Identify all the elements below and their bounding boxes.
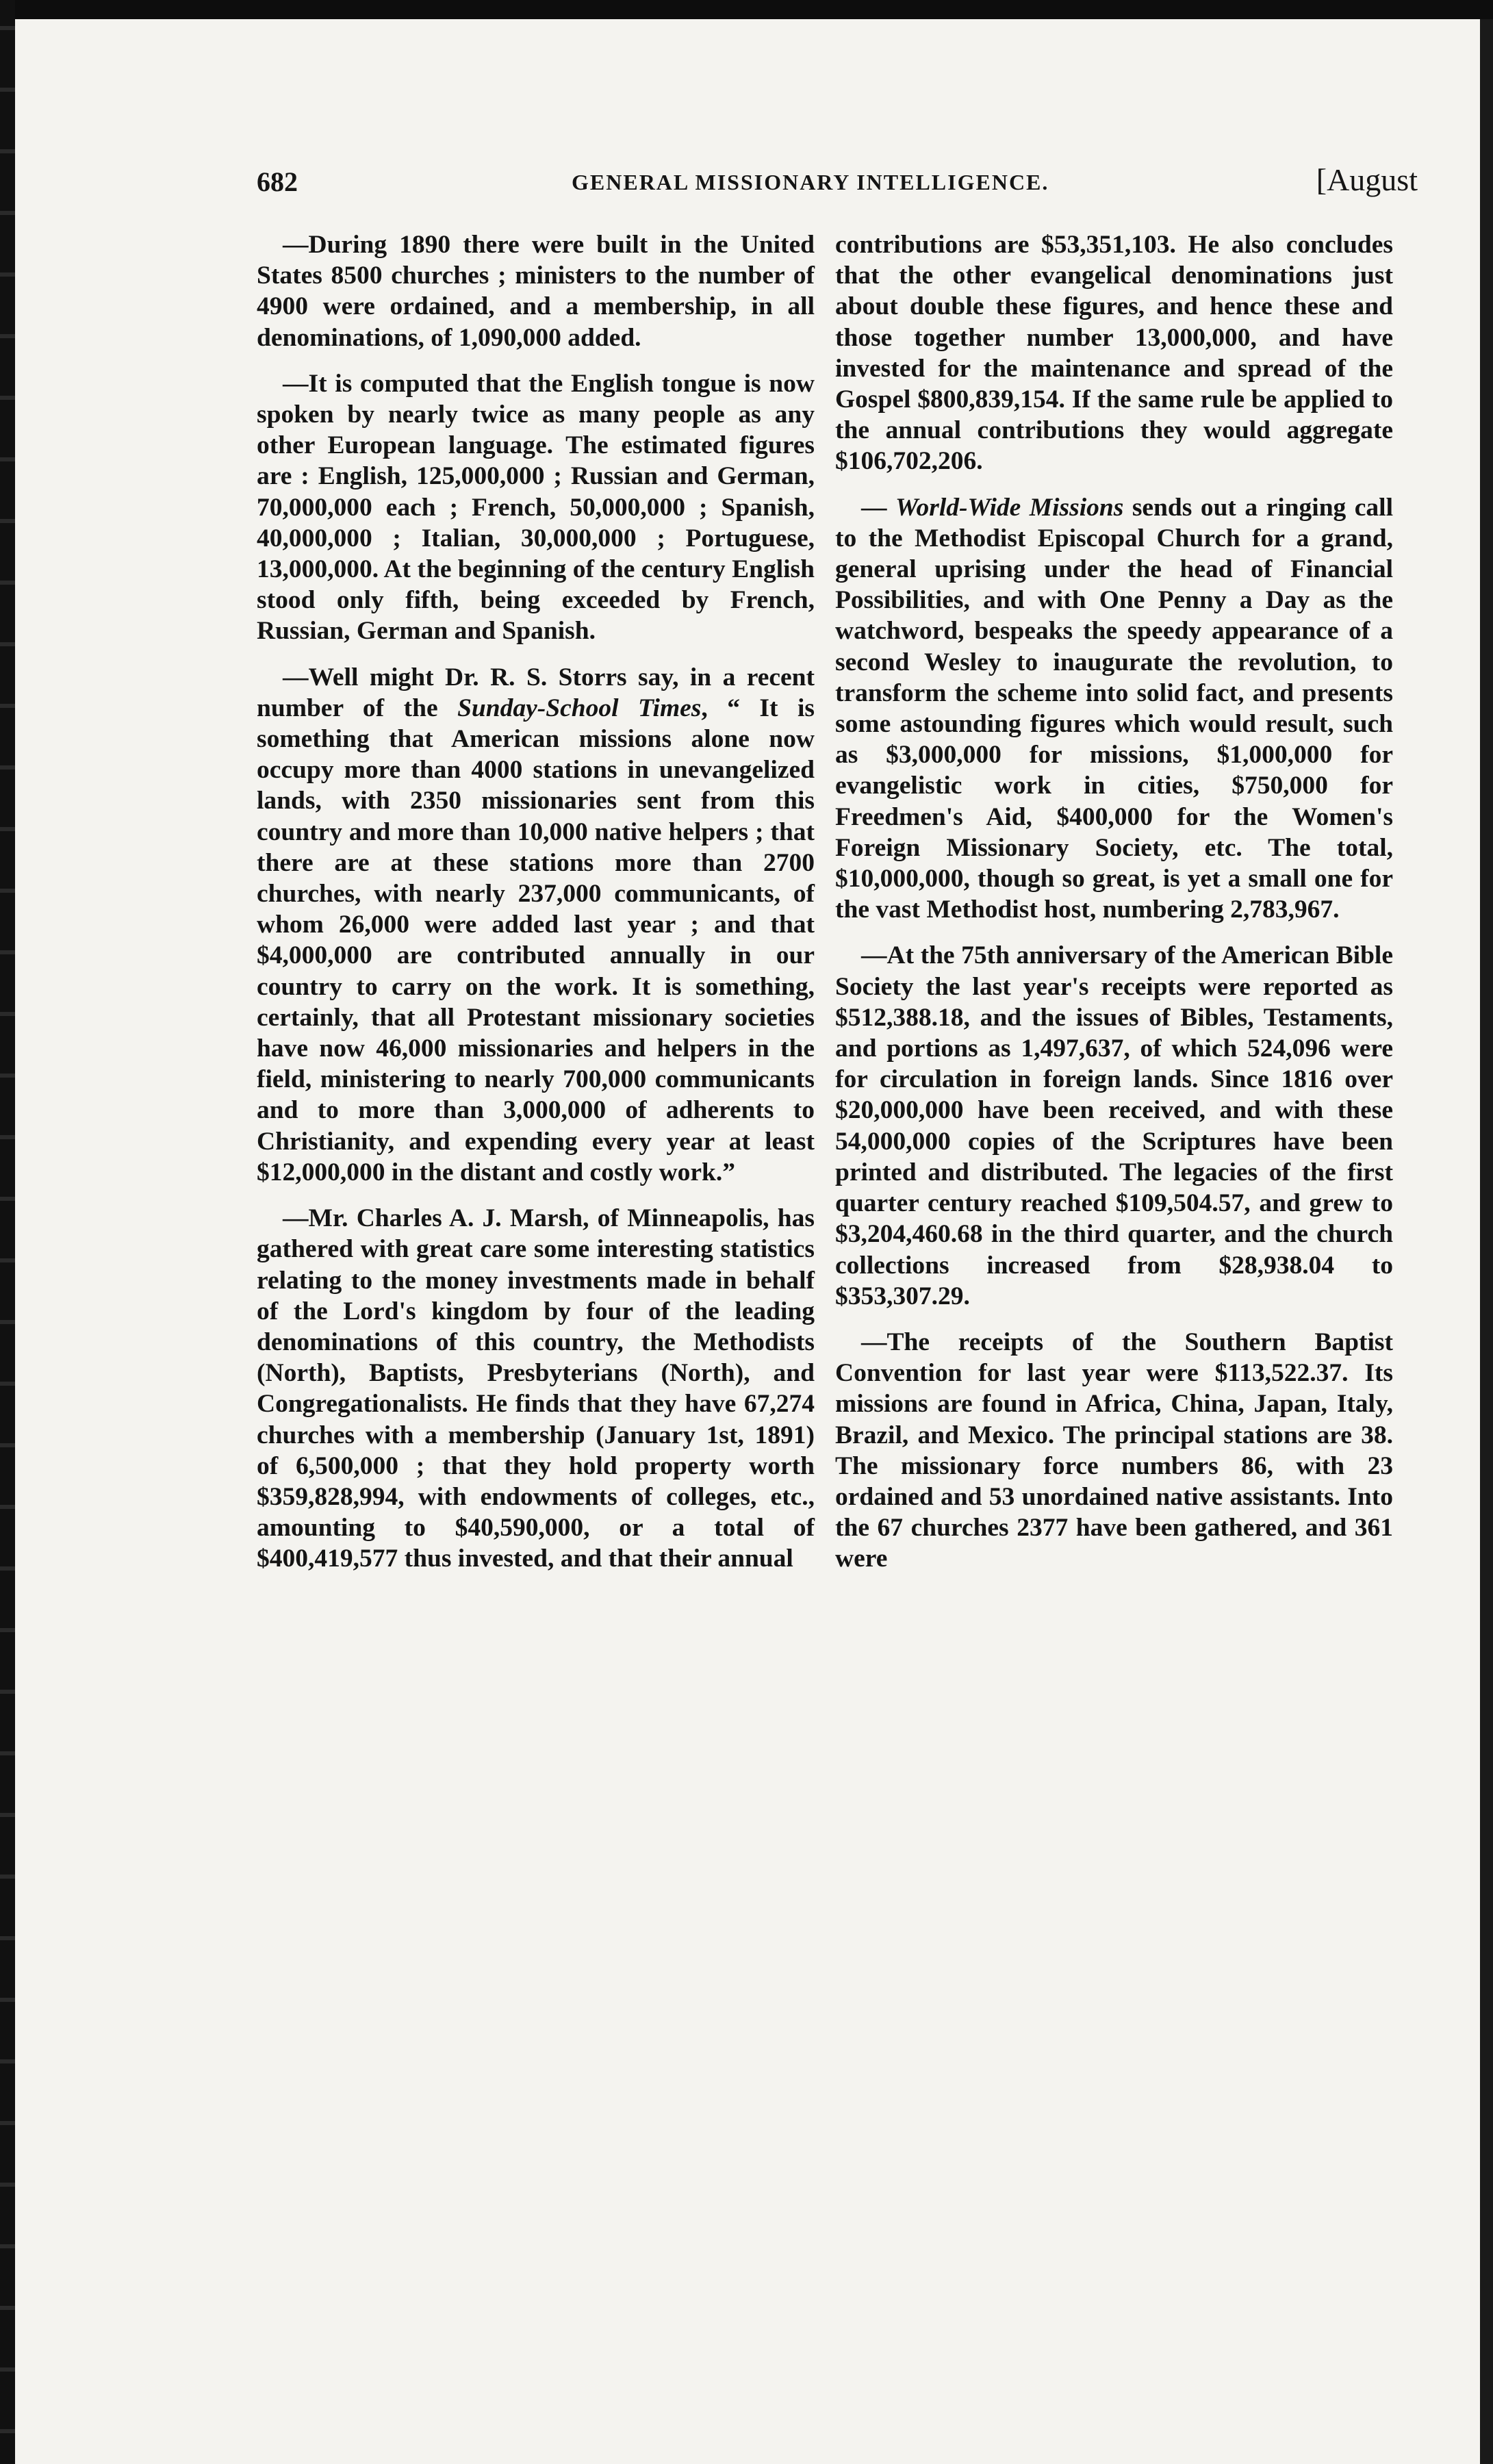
- scan-left-edge: [0, 0, 15, 2464]
- paragraph-text: —: [861, 493, 895, 522]
- paragraph-english-tongue: —It is computed that the English tongue is now spoken by nearly twice as many people as any other European language. The estimated figures are : English, 125,000,000 ; Russian and German, 70,000,000 each ; French, 50,000,000 ; Spanish, 40,000,000 ; Italian, 30,000,000 ; Portuguese, 13,000,000. At the beginning of the century English stood only fifth, being exceeded by French, Russian, German and Spanish.: [257, 369, 815, 646]
- left-column: [257, 229, 815, 1590]
- paragraph-southern-baptist: —The receipts of the Southern Baptist Convention for last year were $113,522.37. Its missions are found in Africa, China, Japan, Italy, Brazil, and Mexico. The principal stations are 38. The missionary force numbers 86, with 23 ordained and 53 unordained native assistants. Into the 67 churches 2377 have been gathered, and 361 were: [835, 1328, 1393, 1573]
- paragraph-world-wide-missions: [835, 492, 1393, 926]
- page-number: 682: [257, 166, 298, 197]
- paragraph-churches-1890: —During 1890 there were built in the United States 8500 churches ; ministers to the number of 4900 were ordained, and a membership, in all denominations, of 1,090,000 added.: [257, 231, 815, 352]
- paragraph-bible-society: —At the 75th anniversary of the American Bible Society the last year's receipts were reported as $512,388.18, and the issues of Bibles, Testaments, and portions as 1,497,637, of which 524,096 were for circulation in foreign lands. Since 1816 over $20,000,000 have been received, and with these 54,000,000 copies of the Scriptures have been printed and distributed. The legacies of the first quarter century reached $109,504.57, and grew to $3,204,460.68 in the third quarter, and the church collections increased from $28,938.04 to $353,307.29.: [835, 941, 1393, 1310]
- paragraph-text: —Well might Dr. R. S. Storrs say, in a recent number of the: [257, 663, 815, 722]
- italic-title: World-Wide Missions: [895, 493, 1124, 522]
- right-column: [835, 229, 1393, 1590]
- paragraph-text: sends out a ringing call to the Methodist Episcopal Church for a grand, general uprising under the head of Financial Possibilities, and with One Penny a Day as the watchword, bespeaks the speedy appearance of a second Wesley to inaugurate the revolution, to transform the scheme into solid fact, and presents some astounding figures which would result, such as $3,000,000 for missions, $1,000,000 for evangelistic work in cities, $750,000 for Freedmen's Aid, $400,000 for the Women's Foreign Missionary Society, etc. The total, $10,000,000, though so great, is yet a small one for the vast Methodist host, numbering 2,783,967.: [835, 493, 1393, 924]
- paragraph-storrs-quote: [257, 662, 815, 1188]
- running-month: [August: [1316, 162, 1418, 197]
- page-header: [257, 162, 1418, 203]
- running-title: GENERAL MISSIONARY INTELLIGENCE.: [572, 170, 1049, 194]
- paragraph-text: , “ It is something that American missions alone now occupy more than 4000 stations in unevangelized lands, with 2350 missionaries sent from this country and more than 10,000 native helpers ; that there are at these stations more than 2700 churches, with nearly 237,000 communicants, of whom 26,000 were added last year ; and that $4,000,000 are contributed annually in our country to carry on the work. It is something, certainly, that all Protestant missionary societies have now 46,000 missionaries and helpers in the field, ministering to nearly 700,000 communicants and to more than 3,000,000 of adherents to Christianity, and expending every year at least $12,000,000 in the distant and costly work.”: [257, 694, 815, 1186]
- scan-top-edge: [0, 0, 1493, 19]
- paragraph-marsh-statistics: —Mr. Charles A. J. Marsh, of Minneapolis, has gathered with great care some interesting statistics relating to the money investments made in behalf of the Lord's kingdom by four of the leading denominations of this country, the Methodists (North), Baptists, Presbyterians (North), and Congregationalists. He finds that they have 67,274 churches with a membership (January 1st, 1891) of 6,500,000 ; that they hold property worth $359,828,994, with endowments of colleges, etc., amounting to $40,590,000, or a total of $400,419,577 thus invested, and that their annual: [257, 1204, 815, 1573]
- italic-title: Sunday-School Times: [457, 694, 702, 722]
- paragraph-contributions-continued: contributions are $53,351,103. He also concludes that the other evangelical denominations just about double these figures, and hence these and those together number 13,000,000, and have invested for the maintenance and spread of the Gospel $800,839,154. If the same rule be applied to the annual contributions they would aggregate $106,702,206.: [835, 231, 1393, 476]
